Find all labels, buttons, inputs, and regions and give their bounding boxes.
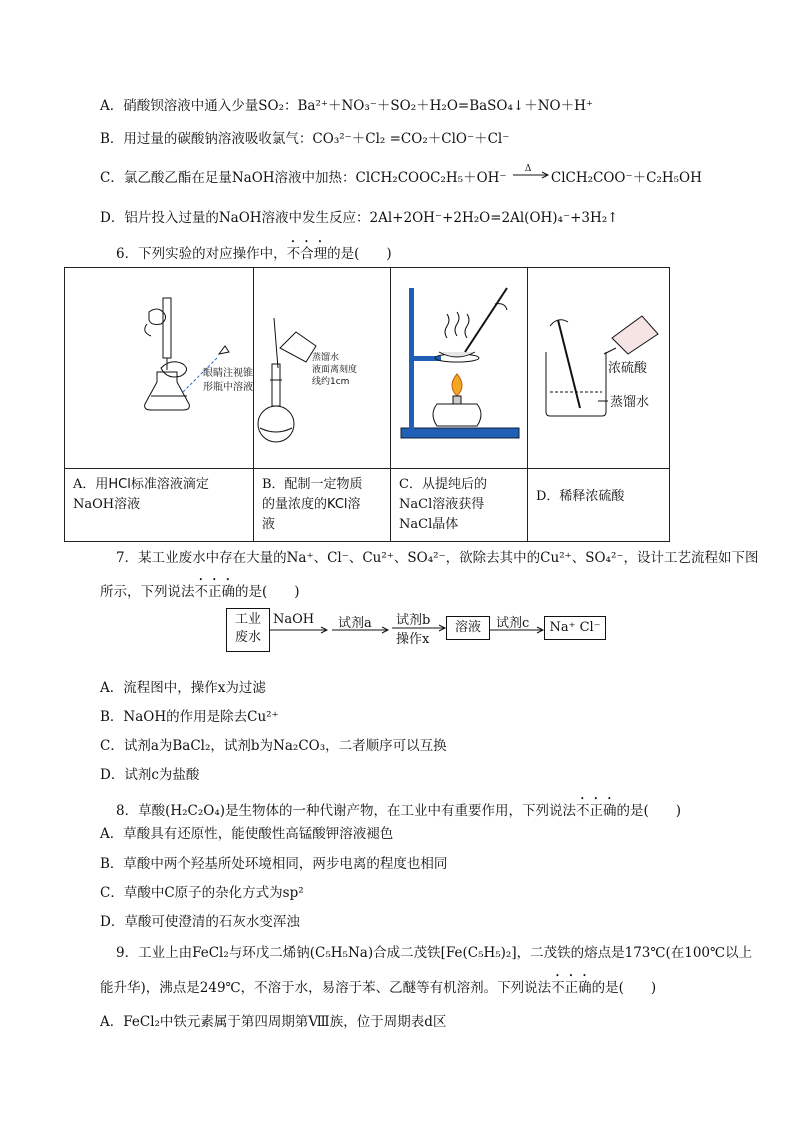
- q6-b-label: B．配制一定物质: [262, 477, 363, 492]
- q8-option-d: D．草酸可使澄清的石灰水变浑浊: [100, 914, 300, 930]
- q5-option-a: [100, 96, 593, 116]
- q7-stem1: 7．某工业废水中存在大量的Na⁺、Cl⁻、Cu²⁺、SO₄²⁻，欲除去其中的Cu²⁺、SO₄²⁻，设计工艺流程如下图: [116, 550, 759, 566]
- q6-c-line2: NaCl溶液获得: [399, 497, 485, 512]
- q7-stem2-pre: 所示，下列说法: [100, 584, 195, 600]
- q9-stem-line2: [100, 972, 656, 998]
- q6-apparatus-table: [64, 267, 670, 542]
- flow-box-product: Na⁺ Cl⁻: [544, 616, 606, 640]
- q8-option-a: A．草酸具有还原性，能使酸性高锰酸钾溶液褪色: [100, 826, 394, 842]
- q6-b-note-2: 液面离刻度: [312, 365, 358, 375]
- q6-c-label: C．从提纯后的: [399, 477, 487, 492]
- titration-apparatus-icon: [65, 268, 253, 464]
- q5-option-d: [100, 208, 618, 228]
- q5-option-b-text: 用过量的碳酸钠溶液吸收氯气：CO₃²⁻＋Cl₂ =CO₂＋ClO⁻＋Cl⁻: [123, 131, 510, 147]
- q6-caption-d: [528, 469, 670, 542]
- q6-c-line3: NaCl晶体: [399, 517, 459, 532]
- q6-caption-a: [65, 469, 254, 542]
- q7-option-b: B．NaOH的作用是除去Cu²⁺: [100, 709, 279, 725]
- q6-stem-emphasis: 不合理: [286, 246, 328, 262]
- flow-label-operation-x: 操作x: [396, 632, 430, 647]
- q6-caption-c: [391, 469, 528, 542]
- q8-stem-pre: 8．草酸(H₂C₂O₄)是生物体的一种代谢产物，在工业中有重要作用，下列说法: [116, 803, 577, 819]
- flow-box-wastewater: [226, 608, 270, 652]
- q9-stem2-post: 的是( ): [591, 980, 657, 996]
- q6-d-note-1: 浓硫酸: [608, 361, 648, 376]
- q6-a-line2: NaOH溶液: [73, 497, 141, 512]
- q7-option-a: A．流程图中，操作x为过滤: [100, 680, 266, 696]
- q5-option-a-text: 硝酸钡溶液中通入少量SO₂：Ba²⁺＋NO₃⁻＋SO₂＋H₂O=BaSO₄↓＋NO＋H⁺: [123, 98, 593, 114]
- q6-b-note-3: 线约1cm: [312, 377, 350, 387]
- q5-option-b-label: B．: [100, 131, 124, 147]
- q6-cell-b-image: [254, 268, 391, 469]
- flow-box1-line2: 废水: [234, 630, 261, 645]
- heat-arrow: [511, 164, 551, 188]
- q5-option-d-label: D．: [100, 210, 125, 226]
- q6-cell-a-image: [65, 268, 254, 469]
- q7-flowchart: [226, 608, 606, 652]
- q6-d-label: D．稀释浓硫酸: [536, 489, 625, 504]
- q6-b-line2-pre: 的量浓度的: [262, 497, 328, 512]
- q6-a-post: 标准溶液滴定: [130, 477, 209, 492]
- q6-stem-pre: 6．下列实验的对应操作中，: [116, 246, 287, 262]
- q6-b-line2-post: 溶: [347, 497, 361, 512]
- q9-stem2-pre: 能升华)，沸点是249℃，不溶于水，易溶于苯、乙醚等有机溶剂。下列说法: [100, 980, 552, 996]
- q6-b-line3: 液: [262, 517, 276, 532]
- q8-stem-post: 的是( ): [616, 803, 682, 819]
- q7-stem2-post: 的是( ): [235, 584, 300, 600]
- q8-stem: [116, 795, 681, 821]
- q7-option-d: D．试剂c为盐酸: [100, 767, 200, 783]
- flow-box-solution: 溶液: [446, 616, 490, 640]
- q6-a-chem: HCl: [108, 477, 131, 492]
- q6-a-note-1: 眼睛注视锥: [203, 368, 253, 379]
- q5-option-c-text-right: ClCH₂COO⁻＋C₂H₅OH: [550, 170, 702, 186]
- q9-option-a: A．FeCl₂中铁元素属于第四周期第Ⅷ族，位于周期表d区: [100, 1014, 447, 1030]
- q6-stem: [116, 238, 392, 264]
- reaction-arrow-icon: [511, 168, 551, 188]
- q6-a-note-2: 形瓶中溶液: [203, 382, 253, 393]
- q6-caption-b: [254, 469, 391, 542]
- dilution-apparatus-icon: [528, 268, 669, 464]
- flow-box1-line1: 工业: [234, 612, 261, 627]
- q5-option-d-text: 铝片投入过量的NaOH溶液中发生反应：2Al+2OH⁻+2H₂O=2Al(OH)₄⁻+3H₂↑: [124, 210, 619, 226]
- q8-stem-emphasis: 不正确: [576, 803, 617, 819]
- q7-stem-line1: [116, 548, 759, 568]
- q6-a-label: A．用: [73, 477, 109, 492]
- q6-stem-post: 的是( ): [327, 246, 392, 262]
- q8-option-b: B．草酸中两个羟基所处环境相同，两步电离的程度也相同: [100, 856, 448, 872]
- q6-cell-c-image: [391, 268, 528, 469]
- q6-cell-d-image: [528, 268, 670, 469]
- flow-label-reagent-b: 试剂b: [396, 613, 431, 628]
- q5-option-b: [100, 129, 509, 149]
- flow-label-reagent-c: 试剂c: [496, 616, 530, 631]
- q8-option-c: C．草酸中C原子的杂化方式为sp²: [100, 885, 304, 901]
- heat-arrow-label: Δ: [524, 164, 532, 174]
- q5-option-a-label: A．: [100, 98, 124, 114]
- evaporation-apparatus-icon: [391, 268, 527, 464]
- q7-option-c: C．试剂a为BaCl₂，试剂b为Na₂CO₃，二者顺序可以互换: [100, 738, 447, 754]
- flow-label-reagent-a: 试剂a: [338, 616, 372, 631]
- q7-stem-line2: [100, 576, 300, 602]
- q5-option-c-text-left: 氯乙酸乙酯在足量NaOH溶液中加热：ClCH₂COOC₂H₅＋OH⁻: [123, 170, 507, 186]
- q5-option-c-label: C．: [100, 170, 124, 186]
- q6-d-note-2: 蒸馏水: [610, 395, 650, 410]
- q6-b-note-1: 蒸馏水: [312, 353, 340, 363]
- flow-label-naoh: NaOH: [273, 612, 315, 627]
- volumetric-flask-icon: [254, 268, 390, 464]
- q9-stem2-emphasis: 不正确: [551, 980, 592, 996]
- q7-stem2-emphasis: 不正确: [194, 584, 235, 600]
- q5-option-c: [100, 164, 702, 188]
- q9-stem-line1: 9．工业上由FeCl₂与环戊二烯钠(C₅H₅Na)合成二茂铁[Fe(C₅H₅)₂]，二茂铁的熔点是173℃(在100℃以上: [116, 945, 753, 961]
- q6-b-chem: KCl: [327, 497, 348, 512]
